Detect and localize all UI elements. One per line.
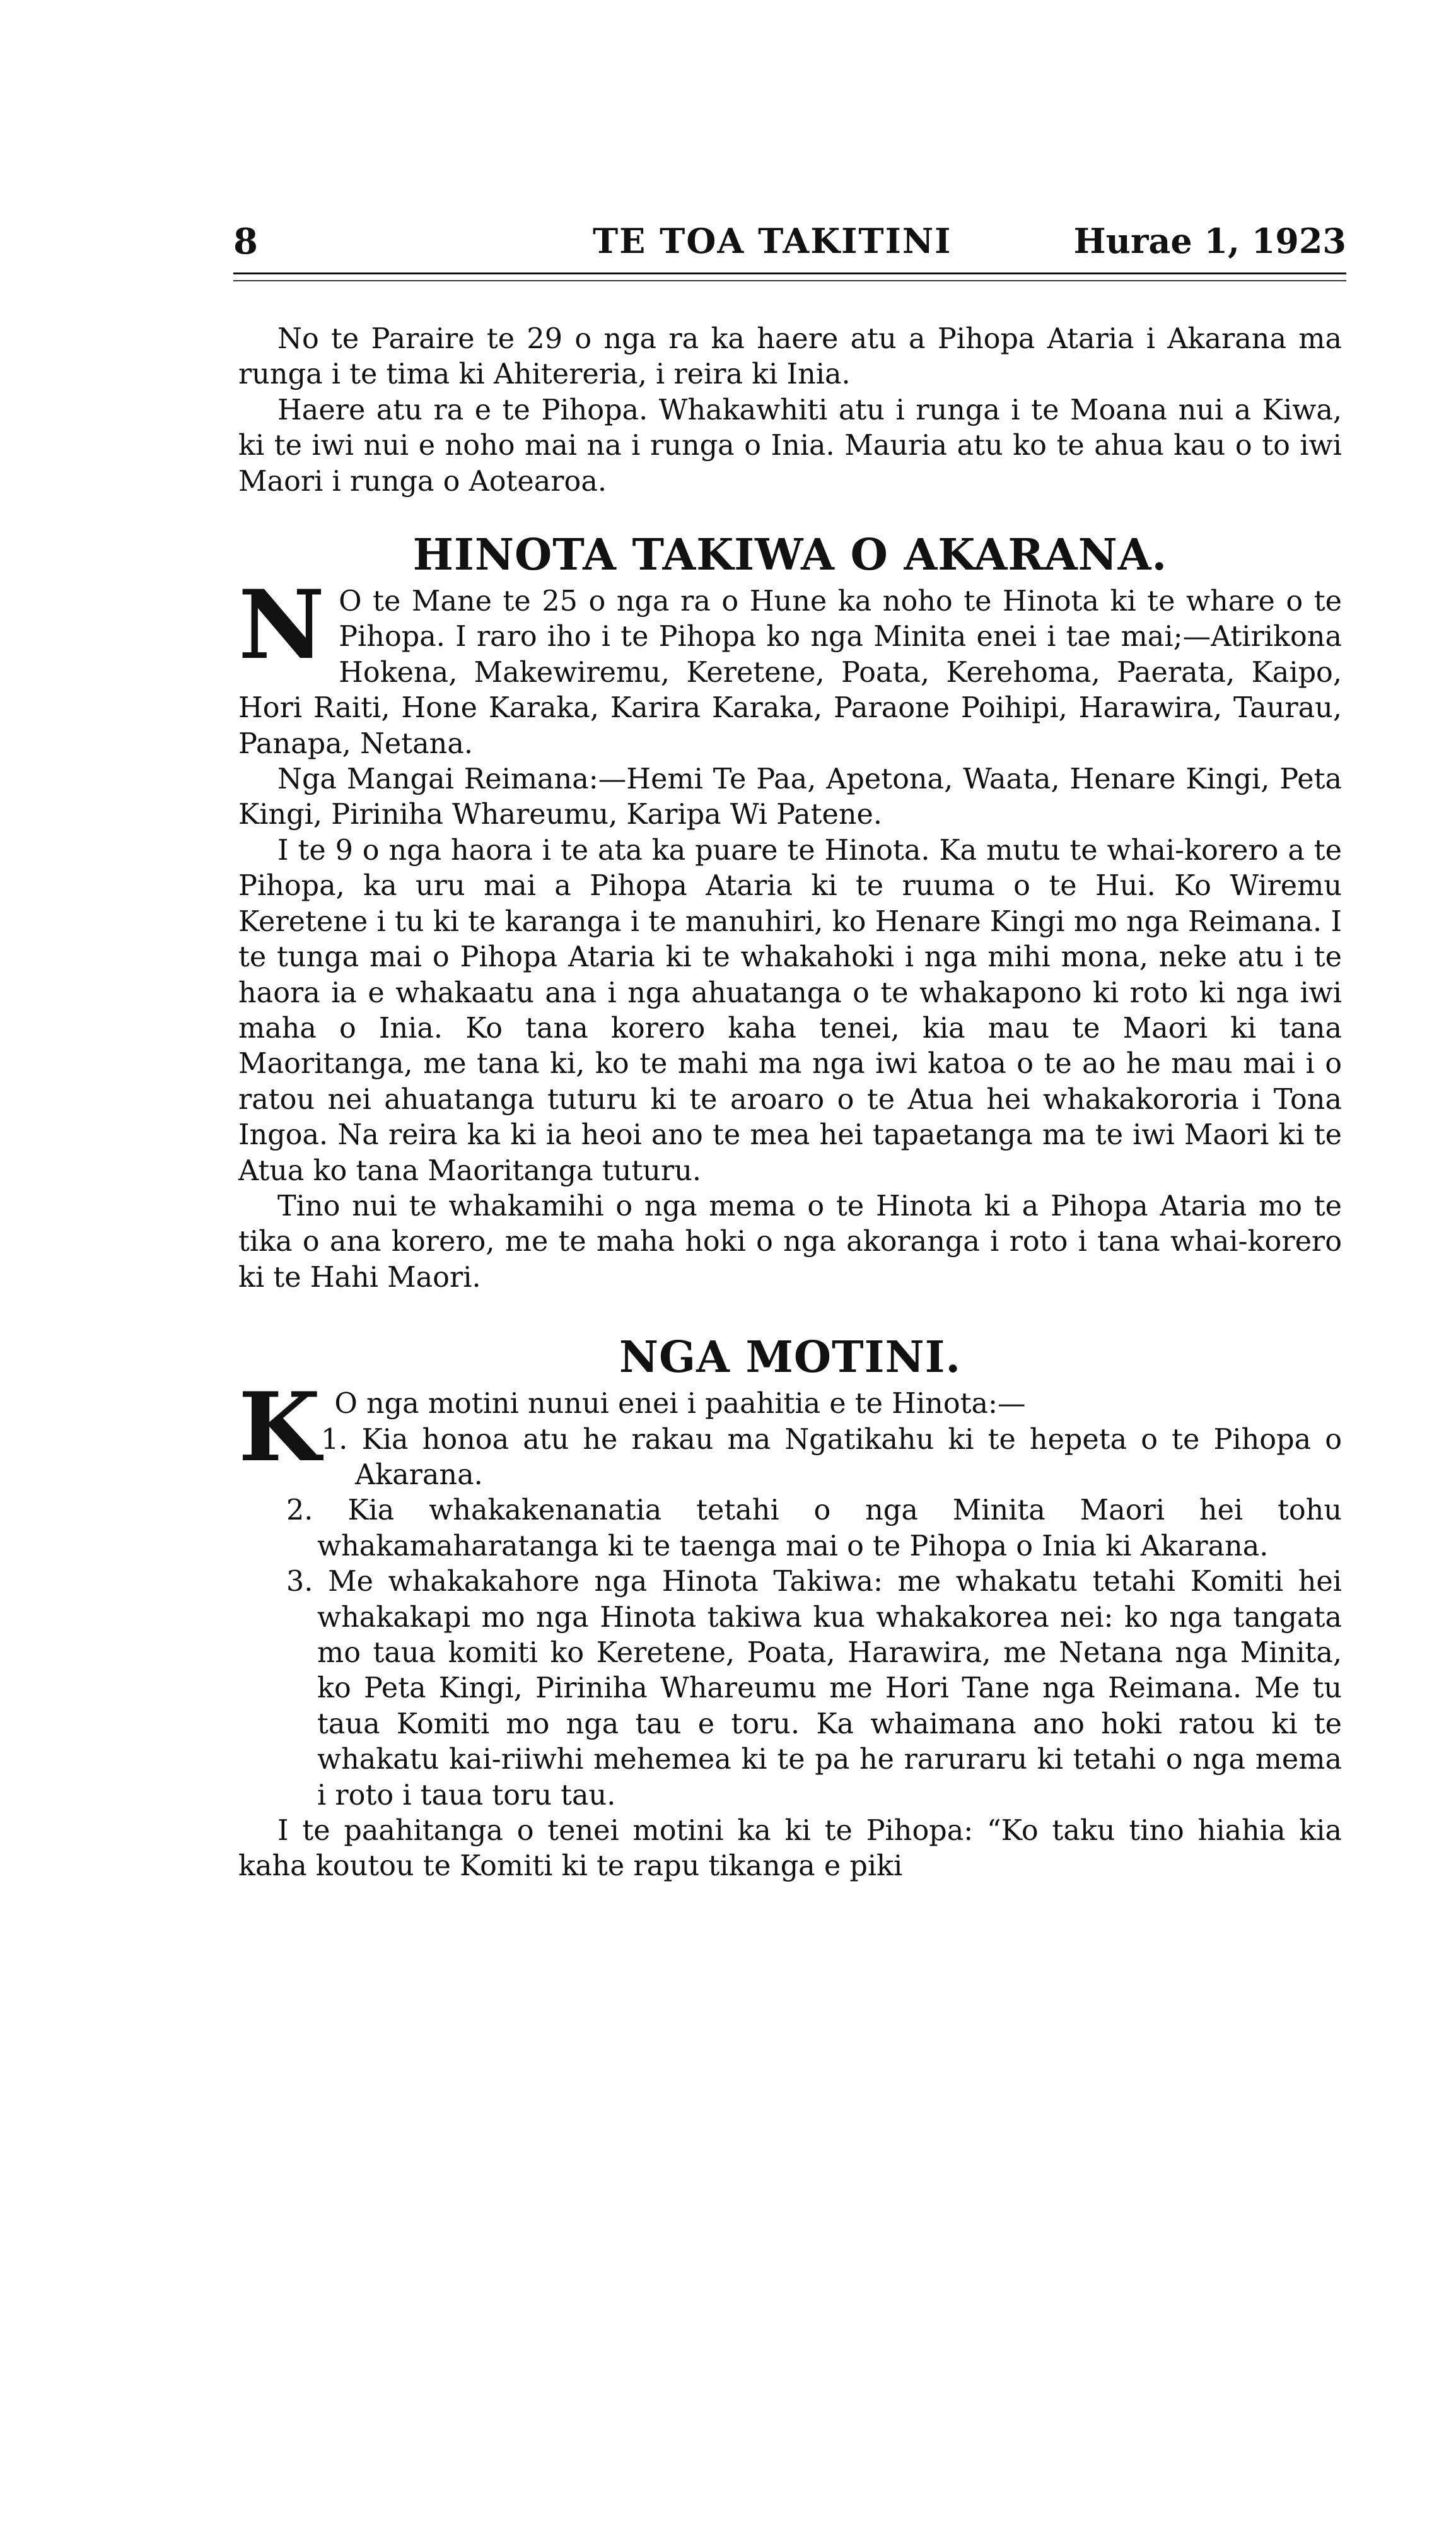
motion-list [238,1422,1342,1813]
closing-paragraph: I te paahitanga o tenei motini ka ki te Pihopa: “Ko taku tino hiahia kia kaha koutou te Komiti ki te rapu tikanga e piki [238,1815,1342,1883]
header-rule-top [233,272,1346,274]
motion-text: Kia honoa atu he rakau ma Ngatikahu ki te hepeta o te Pihopa o Akarana. [355,1423,1342,1491]
motions-lead-text: O nga motini nunui enei i paahitia e te Hinota:— [334,1388,1026,1420]
section-heading-hinota: HINOTA TAKIWA O AKARANA. [412,530,1168,581]
synod-paragraph-4: Tino nui te whakamihi o nga mema o te Hinota ki a Pihopa Ataria mo te tika o ana korero, me te maha hoki o nga akoranga i roto i tana whai-korero ki te Hahi Maori. [238,1190,1342,1294]
page-number: 8 [233,221,258,262]
motion-number: 1. [321,1423,348,1456]
header-rule-bottom [233,280,1346,281]
motion-number: 2. [286,1494,313,1527]
synod-paragraph-1-text: O te Mane te 25 o nga ra o Hune ka noho te Hinota ki te whare o te Pihopa. I raro iho i te Pihopa ko nga Minita enei i tae mai;—Atirikona Hokena, Makewiremu, Keretene, Poata, Kerehoma, Paerata, Kaipo, Hori Raiti, Hone Karaka, Karira Karaka, Paraone Poihipi, Harawira, Taurau, Panapa, Netana. [238,585,1342,760]
synod-paragraph-1 [238,570,1342,762]
drop-cap-n: N [238,570,325,681]
intro-paragraph-1: No te Paraire te 29 o nga ra ka haere atu a Pihopa Ataria i Akarana ma runga i te tima ki Ahitereria, i reira ki Inia. [238,323,1342,391]
motion-item-1-body [238,1422,1342,1494]
motion-text: Kia whakakenanatia tetahi o nga Minita Maori hei tohu whakamaharatanga ki te taenga mai o te Pihopa o Inia ki Akarana. [317,1494,1342,1562]
motion-text: Me whakakahore nga Hinota Takiwa: me whakatu tetahi Komiti hei whakakapi mo nga Hinota takiwa kua whakakorea nei: ko nga tangata mo taua komiti ko Keretene, Poata, Harawira, me Netana nga Minita, ko Peta Kingi, Piriniha Whareumu me Hori Tane nga Reimana. Me tu taua Komiti mo nga tau e toru. Ka whaimana ano hoki ratou ki te whakatu kai-riiwhi mehemea ki te pa he raruraru ki tetahi o nga mema i roto i taua toru tau. [317,1566,1342,1812]
motion-item [238,1493,1342,1564]
issue-date: Hurae 1, 1923 [1073,221,1346,261]
motion-item [238,1422,1342,1494]
drop-cap-k: K [238,1372,321,1484]
motion-item-3-body [238,1564,1342,1813]
synod-paragraph-2: Nga Mangai Reimana:—Hemi Te Paa, Apetona, Waata, Henare Kingi, Peta Kingi, Piriniha Whareumu, Karipa Wi Patene. [238,763,1342,831]
intro-paragraph-2: Haere atu ra e te Pihopa. Whakawhiti atu i runga i te Moana nui a Kiwa, ki te iwi nui e noho mai na i runga o Inia. Mauria atu ko te ahua kau o to iwi Maori i runga o Aotearoa. [238,394,1342,498]
motion-item-2-body [238,1493,1342,1564]
journal-title: TE TOA TAKITINI [593,221,952,261]
section-heading-motini: NGA MOTINI. [619,1332,962,1383]
motion-item [238,1564,1342,1813]
motion-number: 3. [286,1566,313,1598]
running-head [233,221,1346,271]
synod-paragraph-3: I te 9 o nga haora i te ata ka puare te Hinota. Ka mutu te whai-korero a te Pihopa, ka uru mai a Pihopa Ataria ki te ruuma o te Hui. Ko Wiremu Keretene i tu ki te karanga i te manuhiri, ko Henare Kingi mo nga Reimana. I te tunga mai o Pihopa Ataria ki te whakahoki i nga mihi mona, neke atu i te haora ia e whakaatu ana i nga ahuatanga o te whakapono ki roto ki nga iwi maha o Inia. Ko tana korero kaha tenei, kia mau te Maori ki tana Maoritanga, me tana ki, ko te mahi ma nga iwi katoa o te ao he mau mai i o ratou nei ahuatanga tuturu ki te aroaro o te Atua hei whakakororia i Tona Ingoa. Na reira ka ki ia heoi ano te mea hei tapaetanga ma te iwi Maori ki te Atua ko tana Maoritanga tuturu. [238,834,1342,1187]
article-column [238,322,1342,1885]
